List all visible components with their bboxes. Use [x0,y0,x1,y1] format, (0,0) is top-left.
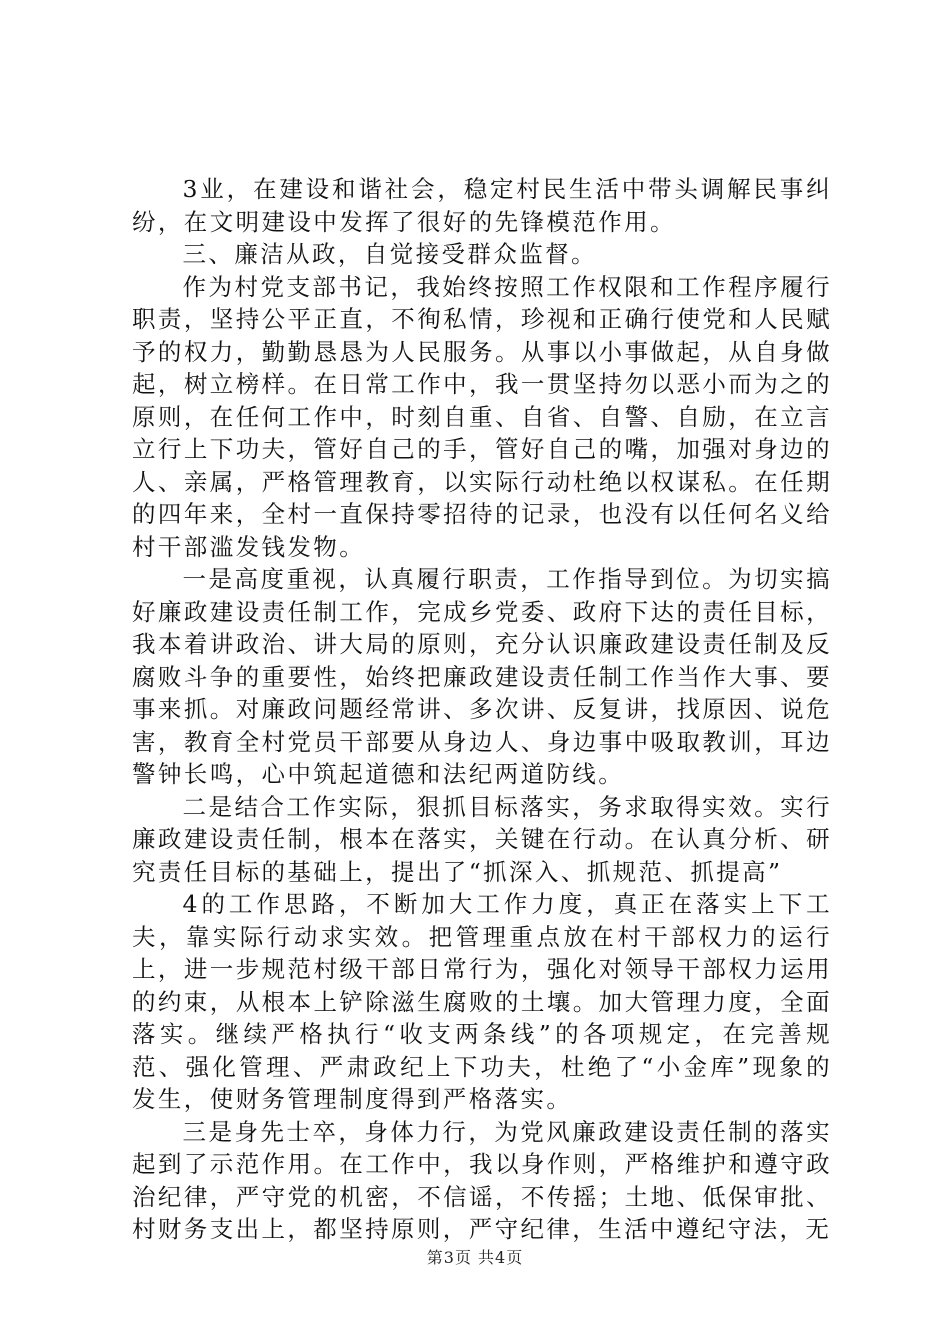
paragraph-4: 二是结合工作实际，狠抓目标落实，务求取得实效。实行廉政建设责任制，根本在落实，关键在行动。在认真分析、研究责任目标的基础上，提出了“抓深入、抓规范、抓提高” [132,792,832,886]
paragraph-5: 4的工作思路，不断加大工作力度，真正在落实上下工夫，靠实际行动求实效。把管理重点放在村干部权力的运行上，进一步规范村级干部日常行为，强化对领导干部权力运用的约束，从根本上铲除滋生腐败的土壤。加大管理力度，全面落实。继续严格执行“收支两条线”的各项规定，在完善规范、强化管理、严肃政纪上下功夫，杜绝了“小金库”现象的发生，使财务管理制度得到严格落实。 [132,890,832,1113]
paragraph-6: 三是身先士卒，身体力行，为党风廉政建设责任制的落实起到了示范作用。在工作中，我以身作则，严格维护和遵守政治纪律，严守党的机密，不信谣，不传摇；土地、低保审批、村财务支出上，都坚持原则，严守纪律，生活中遵纪守法，无 [132,1117,832,1243]
page-number-footer: 第3页 共4页 [426,1248,524,1267]
paragraph-1: 3业，在建设和谐社会，稳定村民生活中带头调解民事纠纷，在文明建设中发挥了很好的先锋模范作用。 [132,175,832,236]
section-heading: 三、廉洁从政，自觉接受群众监督。 [182,240,597,268]
paragraph-2: 作为村党支部书记，我始终按照工作权限和工作程序履行职责，坚持公平正直，不徇私情，珍视和正确行使党和人民赋予的权力，勤勤恳恳为人民服务。从事以小事做起，从自身做起，树立榜样。在日常工作中，我一贯坚持勿以恶小而为之的原则，在任何工作中，时刻自重、自省、自警、自励，在立言立行上下功夫，管好自己的手，管好自己的嘴，加强对身边的人、亲属，严格管理教育，以实际行动杜绝以权谋私。在任期的四年来，全村一直保持零招待的记录，也没有以任何名义给村干部滥发钱发物。 [132,272,832,561]
document-body [132,173,832,1246]
paragraph-3: 一是高度重视，认真履行职责，工作指导到位。为切实搞好廉政建设责任制工作，完成乡党委、政府下达的责任目标，我本着讲政治、讲大局的原则，充分认识廉政建设责任制及反腐败斗争的重要性，始终把廉政建设责任制工作当作大事、要事来抓。对廉政问题经常讲、多次讲、反复讲，找原因、说危害，教育全村党员干部要从身边人、身边事中吸取教训，耳边警钟长鸣，心中筑起道德和法纪两道防线。 [132,565,832,788]
